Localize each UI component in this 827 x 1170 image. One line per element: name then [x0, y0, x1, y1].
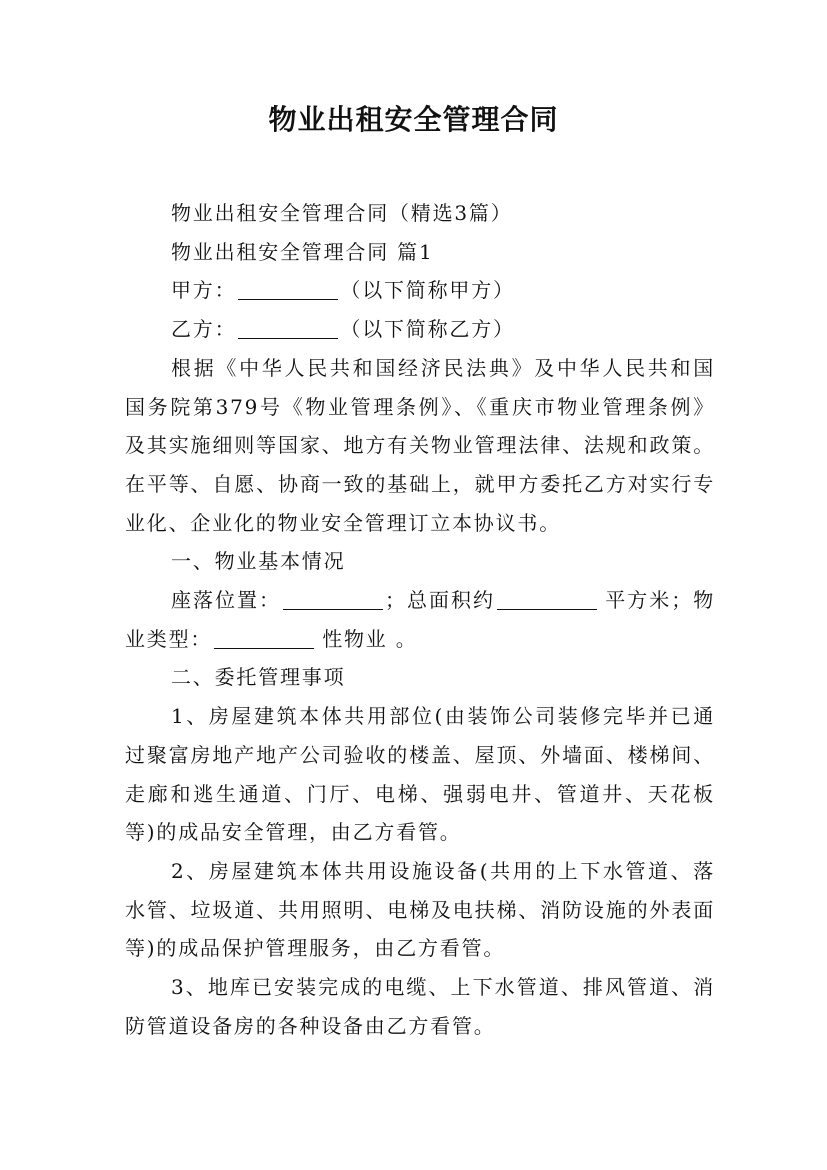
- section-1-heading: 一、物业基本情况: [171, 549, 346, 574]
- type-blank: [214, 626, 314, 649]
- preamble-paragraph: 根据《中华人民共和国经济民法典》及中华人民共和国国务院第379号《物业管理条例》、《重庆市物业管理条例》及其实施细则等国家、地方有关物业管理法律、法规和政策。在平等、自愿、协商一致的基础上，就甲方委托乙方对实行专业化、企业化的物业安全管理订立本协议书。: [125, 355, 715, 535]
- party-b-line: [125, 310, 715, 349]
- location-blank: [283, 587, 383, 610]
- part-heading: 物业出租安全管理合同 篇1: [171, 239, 434, 264]
- type-suffix: 性物业 。: [322, 626, 418, 651]
- type-label: 物业类型：: [125, 588, 715, 651]
- property-info-paragraph: [125, 581, 715, 658]
- party-a-label: 甲方：: [171, 278, 237, 303]
- party-a-blank: [238, 277, 338, 300]
- location-label: 座落位置：: [171, 588, 281, 613]
- area-label: ；总面积约: [385, 588, 495, 613]
- section-2-heading: 二、委托管理事项: [171, 665, 346, 690]
- document-title: 物业出租安全管理合同: [268, 103, 559, 136]
- party-a-line: [125, 271, 715, 310]
- subtitle: 物业出租安全管理合同（精选3篇）: [171, 201, 513, 225]
- party-a-note: （以下简称甲方）: [340, 278, 515, 303]
- party-b-blank: [238, 316, 338, 339]
- item-1-paragraph: 1、房屋建筑本体共用部位(由装饰公司装修完毕并已通过聚富房地产地产公司验收的楼盖、屋顶、外墙面、楼梯间、走廊和逃生通道、门厅、电梯、强弱电井、管道井、天花板等)的成品安全管理，由乙方看管。: [125, 704, 715, 845]
- item-3-paragraph: 3、地库已安装完成的电缆、上下水管道、排风管道、消防管道设备房的各种设备由乙方看管。: [125, 975, 715, 1038]
- party-b-note: （以下简称乙方）: [340, 317, 515, 342]
- document-body: [125, 194, 715, 1045]
- area-unit: 平方米；: [605, 588, 693, 613]
- item-2-paragraph: 2、房屋建筑本体共用设施设备(共用的上下水管道、落水管、垃圾道、共用照明、电梯及电扶梯、消防设施的外表面等)的成品保护管理服务，由乙方看管。: [125, 858, 715, 961]
- area-blank: [497, 587, 597, 610]
- party-b-label: 乙方：: [171, 317, 237, 342]
